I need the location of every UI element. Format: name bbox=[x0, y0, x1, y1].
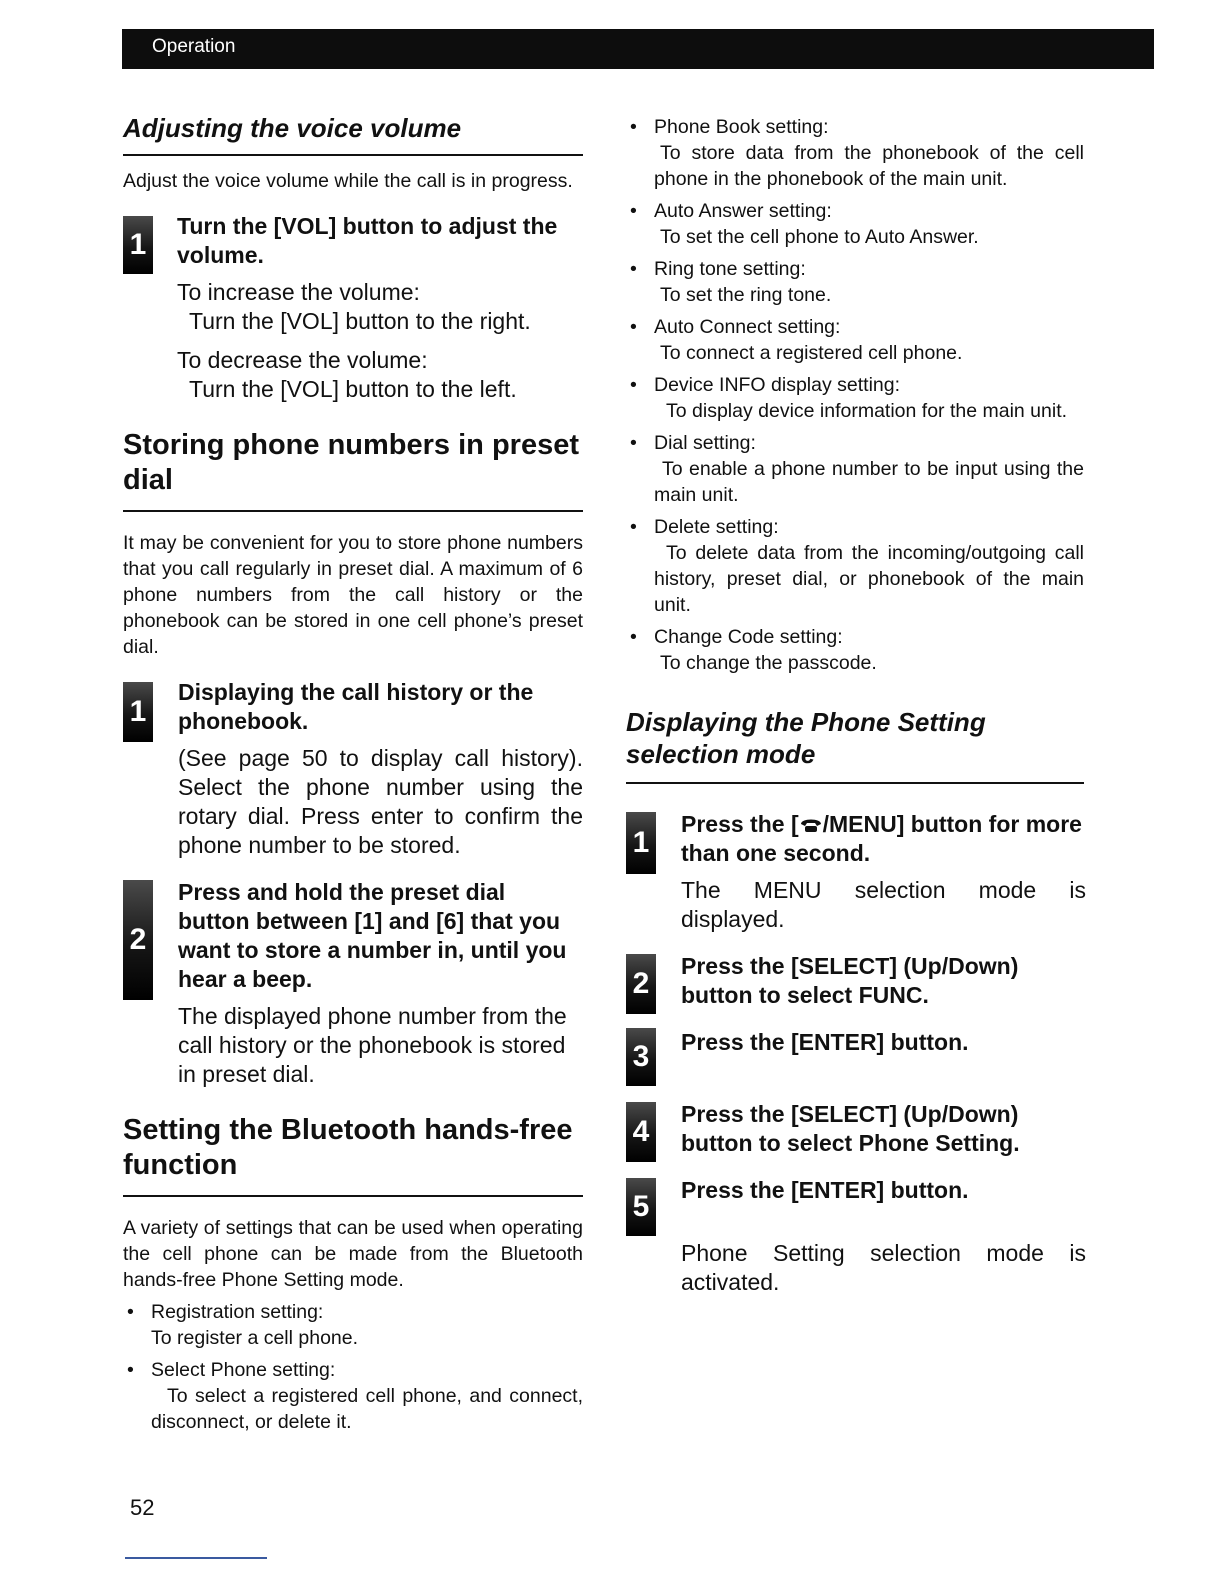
setting-description: To set the cell phone to Auto Answer. bbox=[660, 226, 979, 248]
setting-description: To change the passcode. bbox=[660, 652, 877, 674]
bluetooth-rule bbox=[123, 1195, 583, 1197]
setting-description: To register a cell phone. bbox=[151, 1327, 359, 1349]
footer-line bbox=[125, 1557, 267, 1559]
preset-dial-intro: It may be convenient for you to store phone numbers that you call regularly in preset dial. A maximum of 6 phone numbers from the call history or the phonebook can be stored in one cell phone’s preset dial. bbox=[123, 532, 583, 658]
step-number-badge: 1 bbox=[123, 682, 153, 742]
setting-description: To enable a phone number to be input using the main unit. bbox=[654, 458, 1084, 506]
list-item: • Auto Connect setting: To connect a registered cell phone. bbox=[626, 314, 1084, 366]
preset-dial-heading: Storing phone numbers in preset dial bbox=[123, 429, 579, 496]
decrease-label: To decrease the volume: bbox=[177, 347, 428, 373]
step-number-badge: 4 bbox=[626, 1102, 656, 1162]
list-item: • Phone Book setting: To store data from the phonebook of the cell phone in the phonebook of the main unit. bbox=[630, 116, 1084, 190]
page-number: 52 bbox=[130, 1495, 155, 1520]
setting-name: Dial setting: bbox=[654, 432, 756, 454]
phone-setting-step-1 bbox=[626, 810, 1084, 934]
list-item: • Ring tone setting: To set the ring tone. bbox=[626, 256, 1084, 308]
list-item: • Select Phone setting: To select a registered cell phone, and connect, disconnect, or delete it. bbox=[127, 1359, 583, 1433]
step-title: Displaying the call history or the phonebook. bbox=[178, 679, 534, 734]
section-header-bar bbox=[122, 29, 1154, 69]
step-number-badge: 5 bbox=[626, 1178, 656, 1236]
phone-setting-step-3 bbox=[626, 1028, 1084, 1086]
list-item: • Auto Answer setting: To set the cell phone to Auto Answer. bbox=[626, 198, 1084, 250]
list-item: • Registration setting: To register a cell phone. bbox=[123, 1299, 583, 1351]
decrease-detail: Turn the [VOL] button to the left. bbox=[189, 376, 517, 402]
list-item: • Delete setting: To delete data from the incoming/outgoing call history, preset dial, or phonebook of the main unit. bbox=[630, 516, 1084, 616]
setting-name: Registration setting: bbox=[151, 1301, 324, 1323]
list-item: • Dial setting: To enable a phone number to be input using the main unit. bbox=[630, 432, 1084, 506]
phone-setting-step-2 bbox=[626, 952, 1084, 1010]
setting-name: Auto Answer setting: bbox=[654, 200, 832, 222]
step-number-badge: 2 bbox=[123, 880, 153, 1000]
list-item: • Device INFO display setting: To display device information for the main unit. bbox=[626, 372, 1084, 424]
voice-volume-heading: Adjusting the voice volume bbox=[123, 113, 462, 143]
preset-dial-step-1 bbox=[123, 678, 583, 860]
setting-description: To delete data from the incoming/outgoing call history, preset dial, or phonebook of the main unit. bbox=[654, 542, 1084, 616]
right-column bbox=[626, 114, 1084, 1297]
step-title: Press the [SELECT] (Up/Down) button to select FUNC. bbox=[681, 953, 1019, 1008]
setting-name: Device INFO display setting: bbox=[654, 374, 901, 396]
increase-detail: Turn the [VOL] button to the right. bbox=[189, 308, 531, 334]
step-title: Turn the [VOL] button to adjust the volume. bbox=[177, 213, 558, 268]
step-title: Press the [ /MENU] button for more than one second. bbox=[681, 811, 1082, 866]
bluetooth-settings-list-right bbox=[626, 114, 1084, 676]
step-title: Press the [ENTER] button. bbox=[681, 1029, 969, 1055]
voice-volume-step-1 bbox=[123, 212, 583, 404]
setting-description: To set the ring tone. bbox=[660, 284, 832, 306]
bluetooth-heading: Setting the Bluetooth hands-free function bbox=[123, 1114, 573, 1181]
phone-setting-heading: Displaying the Phone Setting selection mode bbox=[626, 707, 986, 769]
increase-label: To increase the volume: bbox=[177, 279, 420, 305]
step-number-badge: 3 bbox=[626, 1028, 656, 1086]
setting-description: To select a registered cell phone, and connect, disconnect, or delete it. bbox=[151, 1385, 583, 1433]
setting-name: Change Code setting: bbox=[654, 626, 843, 648]
step-title: Press and hold the preset dial button between [1] and [6] that you want to store a number in, until you hear a beep. bbox=[178, 879, 567, 992]
section-label: Operation bbox=[152, 36, 236, 57]
step-body: (See page 50 to display call history). Select the phone number using the rotary dial. Press enter to confirm the phone number to be stored. bbox=[178, 745, 583, 858]
setting-description: To connect a registered cell phone. bbox=[660, 342, 963, 364]
step-number-badge: 1 bbox=[626, 812, 656, 874]
phone-setting-rule bbox=[626, 782, 1084, 784]
voice-volume-intro: Adjust the voice volume while the call is in progress. bbox=[123, 170, 573, 192]
step-body: The displayed phone number from the call history or the phonebook is stored in preset dial. bbox=[178, 1003, 567, 1087]
step-body: Phone Setting selection mode is activated. bbox=[681, 1240, 1086, 1295]
preset-dial-rule bbox=[123, 510, 583, 512]
setting-name: Ring tone setting: bbox=[654, 258, 806, 280]
setting-name: Select Phone setting: bbox=[151, 1359, 336, 1381]
step-body: The MENU selection mode is displayed. bbox=[681, 877, 1086, 932]
phone-setting-step-5 bbox=[626, 1176, 1084, 1297]
phone-handset-icon bbox=[799, 816, 823, 834]
setting-description: To store data from the phonebook of the cell phone in the phonebook of the main unit. bbox=[654, 142, 1084, 190]
step-title: Press the [SELECT] (Up/Down) button to select Phone Setting. bbox=[681, 1101, 1020, 1156]
left-column bbox=[123, 112, 583, 1435]
step-title: Press the [ENTER] button. bbox=[681, 1177, 969, 1203]
phone-setting-step-4 bbox=[626, 1100, 1084, 1158]
setting-name: Phone Book setting: bbox=[654, 116, 829, 138]
setting-name: Delete setting: bbox=[654, 516, 779, 538]
list-item: • Change Code setting: To change the passcode. bbox=[626, 624, 1084, 676]
setting-description: To display device information for the main unit. bbox=[666, 400, 1068, 422]
setting-name: Auto Connect setting: bbox=[654, 316, 841, 338]
preset-dial-step-2 bbox=[123, 878, 583, 1089]
bluetooth-intro: A variety of settings that can be used when operating the cell phone can be made from the Bluetooth hands-free Phone Setting mode. bbox=[123, 1217, 583, 1291]
step-number-badge: 1 bbox=[123, 216, 153, 274]
bluetooth-settings-list-left bbox=[123, 1299, 583, 1435]
voice-volume-rule bbox=[123, 154, 583, 156]
step-number-badge: 2 bbox=[626, 954, 656, 1014]
